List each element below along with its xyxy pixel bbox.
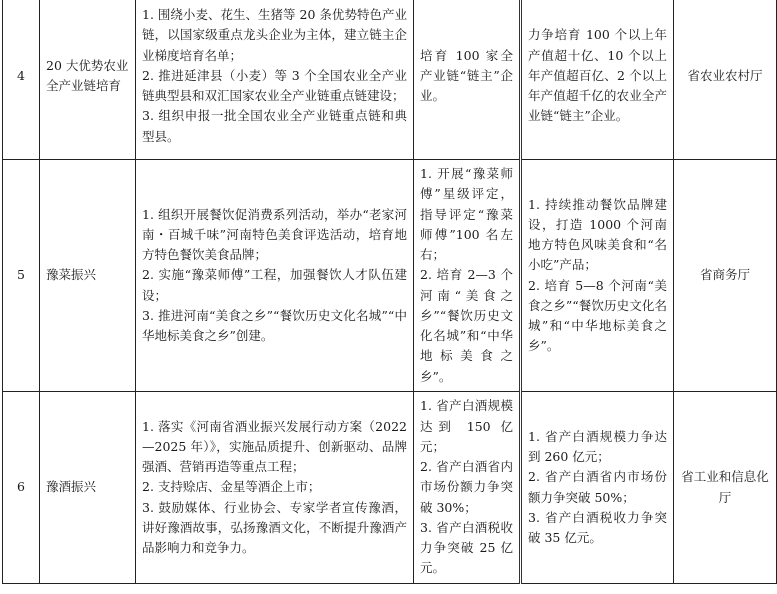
goal-2025-cell — [521, 392, 674, 584]
task-item: 1. 落实《河南省酒业振兴发展行动方案（2022—2025 年）》，实施品质提升、创新驱动、品牌强酒、营销再造等重点工程； — [142, 418, 407, 475]
task-item: 1. 组织开展餐饮促消费系列活动，举办“老家河南・百城千味”河南特色美食评选活动，培育地方特色餐饮美食品牌； — [142, 206, 407, 263]
row-number: 5 — [3, 160, 40, 392]
task-content-cell — [136, 0, 414, 160]
task-item: 3. 推进河南“美食之乡”“餐饮历史文化名城”“中华地标美食之乡”创建。 — [142, 307, 407, 344]
table-row — [3, 160, 777, 392]
task-item: 3. 组织申报一批全国农业全产业链重点链和典型县。 — [142, 108, 407, 144]
goal-2023-cell — [414, 392, 521, 584]
goal-item: 2. 培育 2—3 个河南“美食之乡”“餐饮历史文化名城”和“中华地标美食之乡”。 — [420, 267, 513, 384]
goal-item: 培育 100 家全产业链“链主”企业。 — [420, 47, 513, 104]
goal-2023-cell — [414, 0, 521, 160]
goal-2025-cell — [521, 0, 674, 160]
table-row — [3, 0, 777, 160]
task-table — [2, 0, 777, 584]
goal-2023-cell — [414, 160, 521, 392]
task-name: 豫酒振兴 — [40, 392, 136, 584]
table-row — [3, 392, 777, 584]
task-item: 2. 实施“豫菜师傅”工程，加强餐饮人才队伍建设； — [142, 267, 407, 303]
row-number: 6 — [3, 392, 40, 584]
goal-item: 3. 省产白酒税收力争突破 25 亿元。 — [420, 519, 513, 576]
goal-item: 1. 开展“豫菜师傅”星级评定，指导评定“豫菜师傅”100 名左右； — [420, 166, 513, 263]
responsible-department: 省商务厅 — [674, 160, 777, 392]
task-item: 2. 推进延津县（小麦）等 3 个全国农业全产业链典型县和双汇国家农业全产业链重点链建设； — [142, 67, 407, 104]
task-item: 1. 围绕小麦、花生、生猪等 20 条优势特色产业链，以国家级重点龙头企业为主体，建立链主企业梯度培育名单； — [142, 7, 407, 63]
goal-2025-cell — [521, 160, 674, 392]
task-content-cell — [136, 392, 414, 584]
goal-item: 1. 省产白酒规模力争达到 260 亿元； — [528, 428, 667, 464]
goal-item: 2. 培育 5—8 个河南“美食之乡”“餐饮历史文化名城”和“中华地标美食之乡”。 — [528, 277, 667, 354]
responsible-department: 省农业农村厅 — [674, 0, 777, 160]
task-content-cell — [136, 160, 414, 392]
responsible-department: 省工业和信息化厅 — [674, 392, 777, 584]
row-number: 4 — [3, 0, 40, 160]
task-item: 3. 鼓励媒体、行业协会、专家学者宣传豫酒，讲好豫酒故事，弘扬豫酒文化，不断提升豫酒产品影响力和竞争力。 — [142, 499, 407, 556]
task-item: 2. 支持赊店、金星等酒企上市； — [142, 479, 321, 495]
goal-item: 2. 省产白酒省内市场份额力争突破 30%； — [420, 459, 513, 515]
goal-item: 2. 省产白酒省内市场份额力争突破 50%； — [528, 469, 667, 505]
task-name: 豫菜振兴 — [40, 160, 136, 392]
goal-item: 1. 省产白酒规模达到 150 亿元； — [420, 398, 513, 454]
goal-item: 3. 省产白酒税收力争突破 35 亿元。 — [528, 509, 667, 545]
goal-item: 力争培育 100 个以上年产值超十亿、10 个以上年产值超百亿、2 个以上年产值超千亿的农业全产业链“链主”企业。 — [528, 27, 667, 124]
goal-item: 1. 持续推动餐饮品牌建设，打造 1000 个河南地方特色风味美食和“名小吃”产品； — [528, 196, 667, 273]
task-name: 20 大优势农业全产业链培育 — [40, 0, 136, 160]
